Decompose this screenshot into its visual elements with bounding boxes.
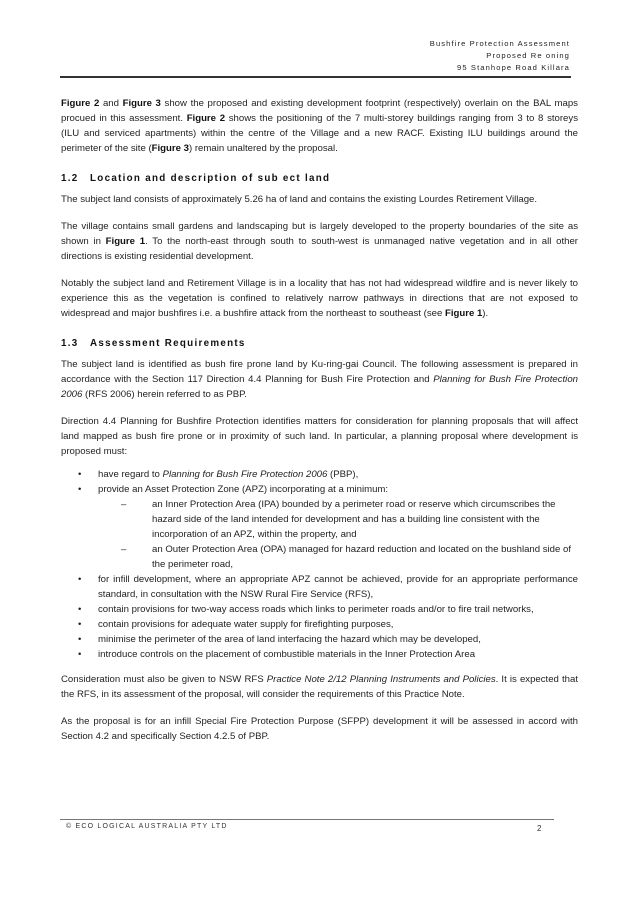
- paragraph: [61, 219, 578, 264]
- bullet-icon: •: [78, 574, 82, 585]
- text-run: shows the positioning of the 7 multi-storey buildings ranging from 3 to 8 storeys (ILU and serviced apartments) within the centre of the Village and a new RACF. Existing ILU buildings around the perimeter of the site (: [61, 113, 578, 154]
- list-item: [61, 647, 578, 662]
- document-title-ref: Practice Note 2/12 Planning Instruments and Policies: [266, 674, 496, 685]
- text-run: introduce controls on the placement of combustible materials in the Inner Protection Area: [98, 649, 476, 660]
- paragraph: [61, 276, 578, 321]
- page-number: 2: [537, 824, 542, 833]
- text-run: have regard to: [98, 469, 163, 480]
- document-title-ref: Planning for Bush Fire Protection 2006: [61, 374, 578, 400]
- page-header: [430, 38, 570, 75]
- figure-ref: Figure 1: [444, 308, 483, 319]
- section-title: Location and description of sub ect land: [90, 173, 331, 184]
- section-number: 1.2: [61, 173, 79, 184]
- text-run: an Inner Protection Area (IPA) bounded by a perimeter road or reserve which circumscribes the hazard side of the land intended for development and has a building line consistent with the incorporation of an APZ, within the property, and: [152, 499, 556, 540]
- paragraph: [61, 672, 578, 702]
- bullet-icon: •: [78, 619, 82, 630]
- bullet-icon: •: [78, 634, 82, 645]
- sub-list-item: [98, 497, 578, 542]
- sub-list-item: [98, 542, 578, 572]
- text-run: minimise the perimeter of the area of land interfacing the hazard which may be developed,: [98, 634, 481, 645]
- text-run: (RFS 2006) herein referred to as PBP.: [82, 389, 247, 400]
- text-run: and: [99, 98, 123, 109]
- list-item: [61, 467, 578, 482]
- list-item: [61, 572, 578, 602]
- figure-ref: Figure 2: [186, 113, 226, 124]
- text-run: for infill development, where an appropriate APZ cannot be achieved, provide for an appropriate performance standard, in consultation with the NSW Rural Fire Service (RFS),: [98, 574, 578, 600]
- figure-ref: Figure 3: [122, 98, 161, 109]
- list-item: [61, 482, 578, 572]
- text-run: show the proposed and existing development footprint (respectively) overlain on the BAL maps procued in this assessment.: [61, 98, 578, 124]
- list-item: [61, 602, 578, 617]
- text-run: ).: [482, 308, 489, 319]
- figure-ref: Figure 2: [61, 98, 100, 109]
- text-run: The subject land is identified as bush fire prone land by Ku-ring-gai Council. The following assessment is prepared in accordance with the Section 117 Direction 4.4 Planning for Bush Fire Protection and: [61, 359, 578, 385]
- text-run: an Outer Protection Area (OPA) managed for hazard reduction and located on the bushland side of the perimeter road,: [152, 544, 572, 570]
- paragraph: Direction 4.4 Planning for Bushfire Protection identifies matters for consideration for planning proposals that will affect land mapped as bush fire prone or in proximity of such land. In particular, a planning proposal where development is proposed must:: [61, 416, 578, 457]
- paragraph: The subject land consists of approximately 5.26 ha of land and contains the existing Lourdes Retirement Village.: [61, 194, 538, 205]
- document-title-ref: Planning for Bush Fire Protection 2006: [162, 469, 328, 480]
- bullet-icon: •: [78, 469, 82, 480]
- document-body: [61, 96, 578, 756]
- intro-paragraph: [61, 96, 578, 156]
- sub-list: [98, 497, 578, 572]
- figure-ref: Figure 3: [151, 143, 189, 154]
- list-item: [61, 632, 578, 647]
- bullet-icon: •: [78, 484, 82, 495]
- header-divider: [60, 76, 571, 78]
- section-heading-1-3: [61, 337, 578, 351]
- text-run: . It is expected that the RFS, in its assessment of the proposal, will consider the requirements of this Practice Note.: [61, 674, 579, 700]
- text-run: . To the north-east through south to south-west is unmanaged native vegetation and in all other directions is existing residential development.: [61, 236, 579, 262]
- text-run: Consideration must also be given to NSW RFS: [61, 674, 267, 685]
- text-run: (PBP),: [327, 469, 359, 480]
- header-project: Proposed Re oning: [486, 51, 570, 61]
- text-run: contain provisions for two-way access roads which links to perimeter roads and/or to fire trail networks,: [98, 604, 534, 615]
- bullet-icon: •: [78, 604, 82, 615]
- header-address: 95 Stanhope Road Killara: [457, 63, 570, 73]
- text-run: The village contains small gardens and landscaping but is largely developed to the property boundaries of the site as shown in: [61, 221, 578, 247]
- header-document-title: Bushfire Protection Assessment: [429, 39, 570, 48]
- section-number: 1.3: [61, 338, 79, 349]
- text-run: Notably the subject land and Retirement Village is in a locality that has not had widespread wildfire and is never likely to experience this as the vegetation is confined to relatively narrow pathways in directions that are not exposed to widespread and major bushfires i.e. a bushfire attack from the northeast to southeast (see: [61, 278, 578, 319]
- figure-ref: Figure 1: [105, 236, 146, 247]
- dash-icon: –: [121, 499, 127, 510]
- section-heading-1-2: [61, 172, 578, 186]
- paragraph: As the proposal is for an infill Special Fire Protection Purpose (SFPP) development it will be assessed in accord with Section 4.2 and specifically Section 4.2.5 of PBP.: [61, 716, 578, 742]
- bullet-icon: •: [78, 649, 82, 660]
- text-run: contain provisions for adequate water supply for firefighting purposes,: [98, 619, 394, 630]
- paragraph: [61, 357, 578, 402]
- section-title: Assessment Requirements: [90, 338, 246, 349]
- text-run: ) remain unaltered by the proposal.: [188, 143, 338, 154]
- footer-copyright: © ECO LOGICAL AUSTRALIA PTY LTD: [66, 823, 228, 830]
- list-item: [61, 617, 578, 632]
- text-run: provide an Asset Protection Zone (APZ) incorporating at a minimum:: [98, 484, 389, 495]
- footer-divider: [60, 819, 554, 820]
- dash-icon: –: [121, 544, 127, 555]
- requirements-list: [61, 467, 578, 662]
